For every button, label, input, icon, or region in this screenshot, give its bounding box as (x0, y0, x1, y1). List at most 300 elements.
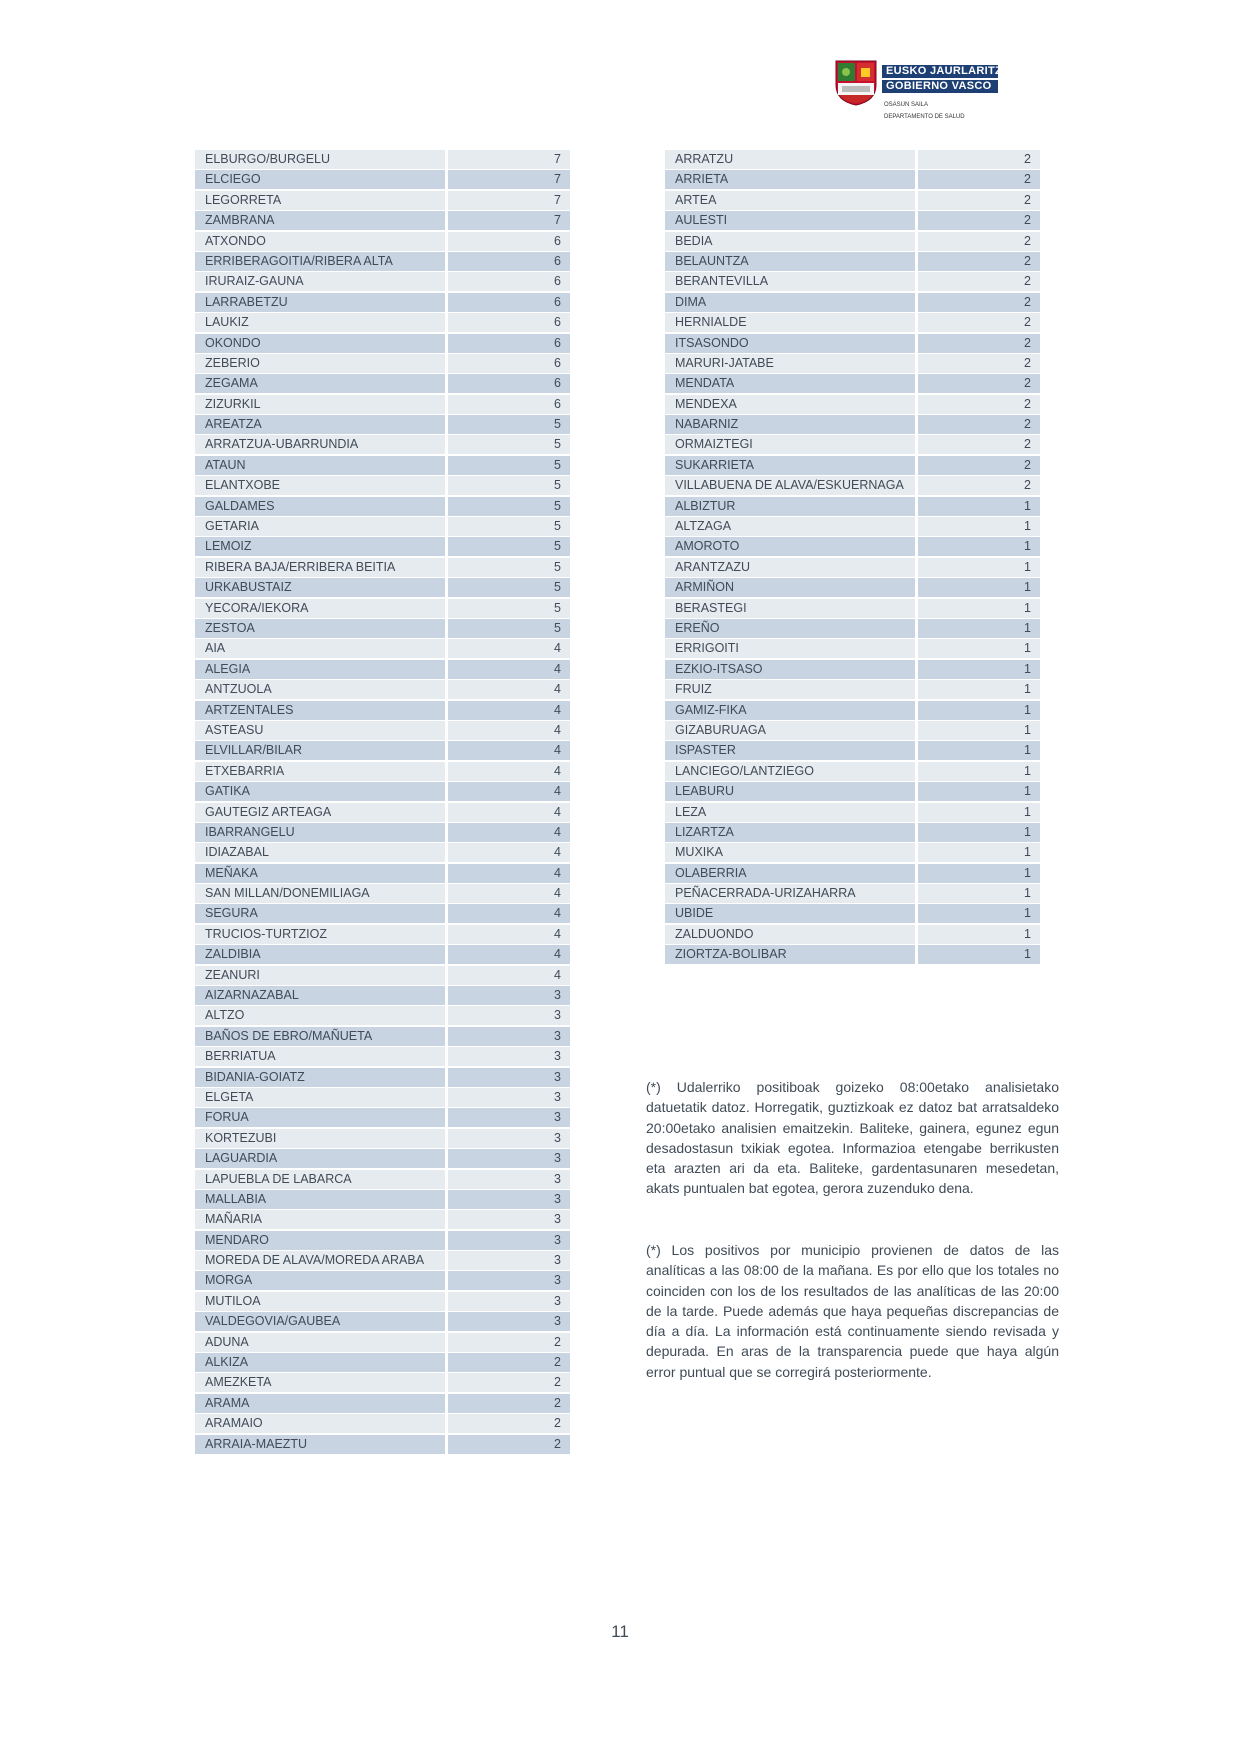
table-row (195, 1414, 570, 1434)
table-row (195, 374, 570, 394)
municipality-name: LAGUARDIA (195, 1149, 445, 1168)
municipality-name: LEZA (665, 803, 915, 822)
municipality-name: GALDAMES (195, 497, 445, 516)
positive-count: 1 (918, 537, 1040, 556)
positive-count: 6 (448, 334, 570, 353)
positive-count: 1 (918, 517, 1040, 536)
municipality-name: ARRATZUA-UBARRUNDIA (195, 435, 445, 454)
positive-count: 2 (918, 415, 1040, 434)
table-row (665, 884, 1040, 904)
municipality-name: NABARNIZ (665, 415, 915, 434)
municipality-name: ATXONDO (195, 232, 445, 251)
table-row (195, 1149, 570, 1169)
table-row (195, 517, 570, 537)
positive-count: 1 (918, 619, 1040, 638)
municipality-table-right (665, 150, 1040, 966)
table-row (195, 741, 570, 761)
positive-count: 3 (448, 1210, 570, 1229)
table-row (665, 823, 1040, 843)
municipality-name: ELGETA (195, 1088, 445, 1107)
positive-count: 4 (448, 639, 570, 658)
municipality-name: YECORA/IEKORA (195, 599, 445, 618)
table-row (665, 150, 1040, 170)
table-row (195, 456, 570, 476)
municipality-name: MALLABIA (195, 1190, 445, 1209)
municipality-name: ZEANURI (195, 966, 445, 985)
positive-count: 3 (448, 1190, 570, 1209)
table-row (195, 701, 570, 721)
positive-count: 7 (448, 170, 570, 189)
table-row (665, 517, 1040, 537)
positive-count: 1 (918, 945, 1040, 964)
table-row (665, 313, 1040, 333)
municipality-name: ARMIÑON (665, 578, 915, 597)
positive-count: 6 (448, 395, 570, 414)
positive-count: 4 (448, 782, 570, 801)
municipality-name: GAUTEGIZ ARTEAGA (195, 803, 445, 822)
municipality-name: ALTZAGA (665, 517, 915, 536)
positive-count: 6 (448, 313, 570, 332)
positive-count: 1 (918, 864, 1040, 883)
table-row (665, 374, 1040, 394)
positive-count: 1 (918, 803, 1040, 822)
positive-count: 2 (448, 1414, 570, 1433)
positive-count: 2 (918, 374, 1040, 393)
municipality-name: HERNIALDE (665, 313, 915, 332)
municipality-name: OLABERRIA (665, 864, 915, 883)
positive-count: 3 (448, 1312, 570, 1331)
table-row (665, 680, 1040, 700)
municipality-name: LEMOIZ (195, 537, 445, 556)
positive-count: 1 (918, 823, 1040, 842)
municipality-name: ZEBERIO (195, 354, 445, 373)
table-row (665, 925, 1040, 945)
municipality-name: ARTZENTALES (195, 701, 445, 720)
positive-count: 6 (448, 232, 570, 251)
municipality-name: FRUIZ (665, 680, 915, 699)
table-row (665, 639, 1040, 659)
positive-count: 1 (918, 782, 1040, 801)
table-row (195, 1006, 570, 1026)
positive-count: 4 (448, 945, 570, 964)
positive-count: 3 (448, 1231, 570, 1250)
municipality-name: ZAMBRANA (195, 211, 445, 230)
municipality-name: AMOROTO (665, 537, 915, 556)
positive-count: 4 (448, 864, 570, 883)
municipality-name: ALEGIA (195, 660, 445, 679)
positive-count: 5 (448, 517, 570, 536)
table-row (195, 966, 570, 986)
municipality-name: MAÑARIA (195, 1210, 445, 1229)
municipality-name: ERRIGOITI (665, 639, 915, 658)
table-row (195, 884, 570, 904)
table-row (665, 762, 1040, 782)
municipality-name: ARAMAIO (195, 1414, 445, 1433)
municipality-name: ERRIBERAGOITIA/RIBERA ALTA (195, 252, 445, 271)
positive-count: 2 (448, 1333, 570, 1352)
positive-count: 2 (918, 354, 1040, 373)
municipality-name: MENDARO (195, 1231, 445, 1250)
municipality-name: RIBERA BAJA/ERRIBERA BEITIA (195, 558, 445, 577)
table-row (665, 578, 1040, 598)
municipality-name: ZESTOA (195, 619, 445, 638)
positive-count: 2 (918, 313, 1040, 332)
positive-count: 4 (448, 925, 570, 944)
municipality-name: EREÑO (665, 619, 915, 638)
table-row (665, 945, 1040, 965)
positive-count: 5 (448, 619, 570, 638)
municipality-name: BEDIA (665, 232, 915, 251)
municipality-name: ZIZURKIL (195, 395, 445, 414)
table-row (195, 1129, 570, 1149)
logo-name-spanish: GOBIERNO VASCO (882, 80, 998, 93)
municipality-name: ALTZO (195, 1006, 445, 1025)
positive-count: 1 (918, 558, 1040, 577)
municipality-name: ETXEBARRIA (195, 762, 445, 781)
municipality-name: SAN MILLAN/DONEMILIAGA (195, 884, 445, 903)
table-row (195, 1333, 570, 1353)
table-row (195, 1047, 570, 1067)
positive-count: 4 (448, 966, 570, 985)
positive-count: 2 (448, 1353, 570, 1372)
table-row (195, 334, 570, 354)
table-row (665, 660, 1040, 680)
table-row (665, 843, 1040, 863)
table-row (665, 395, 1040, 415)
municipality-name: PEÑACERRADA-URIZAHARRA (665, 884, 915, 903)
positive-count: 6 (448, 272, 570, 291)
table-row (665, 415, 1040, 435)
table-row (665, 599, 1040, 619)
positive-count: 3 (448, 1088, 570, 1107)
municipality-name: ASTEASU (195, 721, 445, 740)
positive-count: 2 (448, 1373, 570, 1392)
table-row (195, 1373, 570, 1393)
positive-count: 1 (918, 660, 1040, 679)
page-number: 11 (611, 1622, 629, 1641)
positive-count: 5 (448, 558, 570, 577)
positive-count: 4 (448, 803, 570, 822)
positive-count: 3 (448, 1068, 570, 1087)
municipality-name: ARAMA (195, 1394, 445, 1413)
positive-count: 5 (448, 456, 570, 475)
municipality-name: ELCIEGO (195, 170, 445, 189)
municipality-name: FORUA (195, 1108, 445, 1127)
table-row (665, 170, 1040, 190)
table-row (195, 904, 570, 924)
table-row (195, 1088, 570, 1108)
positive-count: 2 (918, 435, 1040, 454)
table-row (665, 456, 1040, 476)
table-row (195, 1108, 570, 1128)
municipality-name: MENDEXA (665, 395, 915, 414)
positive-count: 6 (448, 252, 570, 271)
table-row (195, 1231, 570, 1251)
department-name-basque: OSASUN SAILA (884, 102, 929, 108)
municipality-name: MOREDA DE ALAVA/MOREDA ARABA (195, 1251, 445, 1270)
municipality-name: UBIDE (665, 904, 915, 923)
table-row (195, 639, 570, 659)
table-row (665, 354, 1040, 374)
municipality-name: MUTILOA (195, 1292, 445, 1311)
table-row (195, 925, 570, 945)
municipality-name: GATIKA (195, 782, 445, 801)
municipality-name: AULESTI (665, 211, 915, 230)
municipality-name: MEÑAKA (195, 864, 445, 883)
municipality-name: AIA (195, 639, 445, 658)
positive-count: 3 (448, 1047, 570, 1066)
table-row (665, 782, 1040, 802)
positive-count: 1 (918, 884, 1040, 903)
positive-count: 2 (918, 293, 1040, 312)
table-row (665, 701, 1040, 721)
positive-count: 3 (448, 1292, 570, 1311)
positive-count: 3 (448, 986, 570, 1005)
positive-count: 2 (918, 334, 1040, 353)
positive-count: 6 (448, 374, 570, 393)
table-row (195, 823, 570, 843)
positive-count: 4 (448, 843, 570, 862)
positive-count: 4 (448, 721, 570, 740)
table-row (195, 578, 570, 598)
table-row (665, 476, 1040, 496)
municipality-name: ARRAIA-MAEZTU (195, 1435, 445, 1454)
table-row (195, 354, 570, 374)
positive-count: 2 (918, 395, 1040, 414)
municipality-name: VALDEGOVIA/GAUBEA (195, 1312, 445, 1331)
municipality-name: GETARIA (195, 517, 445, 536)
table-row (195, 864, 570, 884)
municipality-name: ALBIZTUR (665, 497, 915, 516)
positive-count: 2 (918, 456, 1040, 475)
municipality-name: DIMA (665, 293, 915, 312)
table-row (665, 558, 1040, 578)
table-row (195, 1292, 570, 1312)
municipality-name: ISPASTER (665, 741, 915, 760)
positive-count: 2 (918, 191, 1040, 210)
positive-count: 5 (448, 497, 570, 516)
municipality-name: ARTEA (665, 191, 915, 210)
municipality-name: IBARRANGELU (195, 823, 445, 842)
positive-count: 3 (448, 1129, 570, 1148)
table-row (195, 721, 570, 741)
table-row (195, 945, 570, 965)
positive-count: 3 (448, 1170, 570, 1189)
table-row (195, 252, 570, 272)
table-row (195, 843, 570, 863)
table-row (195, 1170, 570, 1190)
table-row (665, 232, 1040, 252)
positive-count: 4 (448, 680, 570, 699)
municipality-name: ZALDIBIA (195, 945, 445, 964)
positive-count: 5 (448, 415, 570, 434)
table-row (195, 415, 570, 435)
positive-count: 5 (448, 537, 570, 556)
table-row (195, 986, 570, 1006)
positive-count: 1 (918, 639, 1040, 658)
table-row (195, 803, 570, 823)
positive-count: 7 (448, 191, 570, 210)
municipality-name: ARANTZAZU (665, 558, 915, 577)
positive-count: 4 (448, 660, 570, 679)
table-row (195, 150, 570, 170)
municipality-name: KORTEZUBI (195, 1129, 445, 1148)
table-row (195, 313, 570, 333)
table-row (665, 904, 1040, 924)
header-logo (832, 55, 1011, 125)
municipality-name: BERASTEGI (665, 599, 915, 618)
municipality-name: TRUCIOS-TURTZIOZ (195, 925, 445, 944)
municipality-name: ANTZUOLA (195, 680, 445, 699)
table-row (665, 211, 1040, 231)
positive-count: 1 (918, 741, 1040, 760)
positive-count: 6 (448, 354, 570, 373)
municipality-name: SEGURA (195, 904, 445, 923)
table-row (195, 1027, 570, 1047)
municipality-name: LEGORRETA (195, 191, 445, 210)
table-row (665, 334, 1040, 354)
table-row (195, 1190, 570, 1210)
municipality-name: MARURI-JATABE (665, 354, 915, 373)
table-row (195, 537, 570, 557)
positive-count: 4 (448, 741, 570, 760)
municipality-name: GIZABURUAGA (665, 721, 915, 740)
positive-count: 1 (918, 843, 1040, 862)
positive-count: 6 (448, 293, 570, 312)
positive-count: 4 (448, 762, 570, 781)
positive-count: 3 (448, 1251, 570, 1270)
municipality-name: ELANTXOBE (195, 476, 445, 495)
positive-count: 2 (918, 170, 1040, 189)
positive-count: 3 (448, 1027, 570, 1046)
municipality-name: ITSASONDO (665, 334, 915, 353)
positive-count: 1 (918, 680, 1040, 699)
positive-count: 2 (448, 1435, 570, 1454)
municipality-name: BIDANIA-GOIATZ (195, 1068, 445, 1087)
positive-count: 2 (918, 150, 1040, 169)
table-row (195, 1251, 570, 1271)
municipality-name: AREATZA (195, 415, 445, 434)
municipality-name: AIZARNAZABAL (195, 986, 445, 1005)
municipality-name: BERANTEVILLA (665, 272, 915, 291)
municipality-name: ZEGAMA (195, 374, 445, 393)
positive-count: 1 (918, 497, 1040, 516)
positive-count: 7 (448, 211, 570, 230)
positive-count: 1 (918, 578, 1040, 597)
table-row (195, 1068, 570, 1088)
municipality-name: IRURAIZ-GAUNA (195, 272, 445, 291)
positive-count: 4 (448, 884, 570, 903)
municipality-name: LANCIEGO/LANTZIEGO (665, 762, 915, 781)
municipality-name: EZKIO-ITSASO (665, 660, 915, 679)
positive-count: 3 (448, 1108, 570, 1127)
positive-count: 1 (918, 904, 1040, 923)
municipality-name: LAPUEBLA DE LABARCA (195, 1170, 445, 1189)
positive-count: 2 (918, 476, 1040, 495)
table-row (665, 537, 1040, 557)
positive-count: 1 (918, 721, 1040, 740)
positive-count: 5 (448, 476, 570, 495)
municipality-name: ELBURGO/BURGELU (195, 150, 445, 169)
municipality-name: ORMAIZTEGI (665, 435, 915, 454)
municipality-table-left (195, 150, 570, 1455)
table-row (195, 211, 570, 231)
municipality-name: ADUNA (195, 1333, 445, 1352)
note-spanish: (*) Los positivos por municipio provienen de datos de las analíticas a las 08:00 de la mañana. Es por ello que los totales no coinciden con los de los resultados de las analíticas de las 20:00 de la tarde. Puede además que haya pequeñas discrepancias de día a día. La información está continuamente siendo revisada y depurada. En aras de la transparencia puede que haya algún error puntual que se corregirá posteriormente. (646, 1242, 1059, 1380)
table-row (665, 272, 1040, 292)
table-row (195, 660, 570, 680)
municipality-name: LEABURU (665, 782, 915, 801)
coat-of-arms-icon (832, 55, 880, 107)
logo-name-basque: EUSKO JAURLARITZA (882, 65, 998, 78)
table-row (665, 435, 1040, 455)
positive-count: 5 (448, 599, 570, 618)
municipality-name: MENDATA (665, 374, 915, 393)
table-row (195, 395, 570, 415)
positive-count: 2 (448, 1394, 570, 1413)
municipality-name: VILLABUENA DE ALAVA/ESKUERNAGA (665, 476, 915, 495)
table-row (195, 1435, 570, 1455)
table-row (665, 191, 1040, 211)
municipality-name: LIZARTZA (665, 823, 915, 842)
positive-count: 1 (918, 701, 1040, 720)
table-row (195, 1353, 570, 1373)
table-row (195, 1271, 570, 1291)
table-row (195, 497, 570, 517)
table-row (195, 1394, 570, 1414)
table-row (195, 762, 570, 782)
municipality-name: LAUKIZ (195, 313, 445, 332)
table-row (665, 252, 1040, 272)
positive-count: 2 (918, 232, 1040, 251)
municipality-name: SUKARRIETA (665, 456, 915, 475)
table-row (195, 558, 570, 578)
table-row (195, 232, 570, 252)
municipality-name: MORGA (195, 1271, 445, 1290)
positive-count: 1 (918, 762, 1040, 781)
table-row (195, 1210, 570, 1230)
municipality-name: GAMIZ-FIKA (665, 701, 915, 720)
municipality-name: MUXIKA (665, 843, 915, 862)
municipality-name: ALKIZA (195, 1353, 445, 1372)
positive-count: 5 (448, 578, 570, 597)
table-row (665, 864, 1040, 884)
note-basque: (*) Udalerriko positiboak goizeko 08:00etako analisietako datuetatik datoz. Horregatik, guztizkoak ez datoz bat arratsaldeko 20:00etako analisien emaitzekin. Baliteke, gainera, egunez egun desadostasun txikiak egotea. Informazioa etengabe berrikusten eta arazten ari da eta. Baliteke, gardentasunaren mesedetan, akats puntualen bat egotea, gerora zuzenduko dena. (646, 1079, 1059, 1197)
municipality-name: BELAUNTZA (665, 252, 915, 271)
positive-count: 3 (448, 1149, 570, 1168)
municipality-name: ELVILLAR/BILAR (195, 741, 445, 760)
positive-count: 1 (918, 925, 1040, 944)
positive-count: 7 (448, 150, 570, 169)
table-row (665, 497, 1040, 517)
table-row (195, 782, 570, 802)
table-row (195, 680, 570, 700)
table-row (195, 599, 570, 619)
table-row (195, 272, 570, 292)
municipality-name: BAÑOS DE EBRO/MAÑUETA (195, 1027, 445, 1046)
table-row (665, 619, 1040, 639)
positive-count: 2 (918, 252, 1040, 271)
municipality-name: AMEZKETA (195, 1373, 445, 1392)
positive-count: 3 (448, 1271, 570, 1290)
positive-count: 2 (918, 272, 1040, 291)
municipality-name: ZIORTZA-BOLIBAR (665, 945, 915, 964)
table-row (195, 293, 570, 313)
table-row (665, 741, 1040, 761)
table-row (665, 803, 1040, 823)
municipality-name: ATAUN (195, 456, 445, 475)
positive-count: 2 (918, 211, 1040, 230)
